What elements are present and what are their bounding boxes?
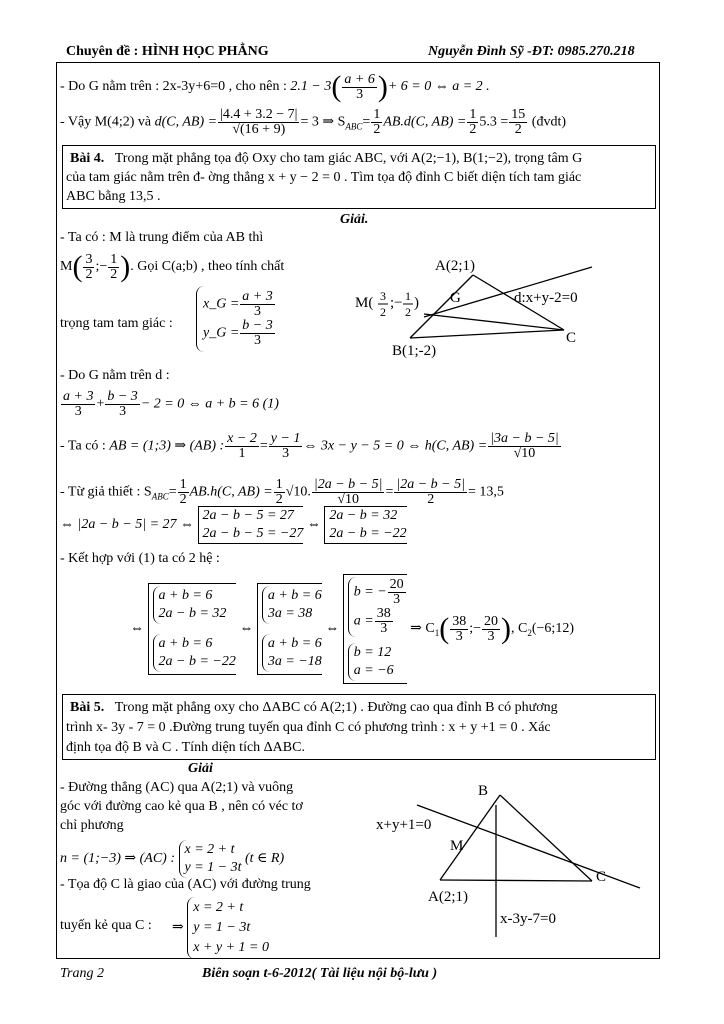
bai5-s3: chỉ phương [60, 818, 124, 833]
bai4-s6: - Ta có : AB = (1;3) ⇒ (AB) : $\frac{x - 2}{1}$ = $\frac{y - 1}{3}$ ⇔ 3x − y − 5 = 0 ⇔ h(C, AB) = $\frac{|3a - b - 5|}{√10}$ [60, 431, 559, 461]
bai5-label: Bài 5. [70, 700, 105, 715]
label-g: G [450, 290, 461, 306]
bai4-systems: ⇔ a + b = 6 2a − b = 32 a + b = 6 2a − b = −22 ⇔ a + b = 6 3a = 38 a + b = 6 3a = −18 ⇔ b = − $\frac{20}{3}$ a = $\frac{38}{3}$ b = 12 a = −6 ⇒ $C_1$( $\frac{38}{3}$ ;− $\frac{20}{3}$ ), $C_2(-6;12)$ [130, 574, 574, 684]
figure-triangle-abc-bai4 [340, 250, 640, 365]
footer-page: Trang 2 [60, 966, 104, 981]
label-a: A(2;1) [435, 258, 475, 274]
bai4-s9: - Kết hợp với (1) ta có 2 hệ : [60, 551, 220, 566]
bai4-centroid-system: x_G = $\frac{a + 3}{3}$ y_G = $\frac{b - 3}{3}$ [196, 286, 276, 352]
bai5-line-2: trình x- 3y - 7 = 0 .Đường trung tuyến qua đỉnh C có phương trình : x + y +1 = 0 . Xác [66, 720, 551, 735]
median-mc [424, 314, 564, 330]
edge-bc [410, 330, 564, 338]
label-m-d2: 2 [405, 305, 411, 319]
bai4-s3: trọng tam tam giác : [60, 316, 173, 331]
bai4-giai: Giải. [340, 212, 369, 227]
edge-ab [440, 795, 500, 880]
prev-line-1: - Do G nằm trên : 2x-3y+6=0 , cho nên : 2.1 − 3( $\frac{a + 6}{3}$ )+ 6 = 0 ⇔ a = 2 . [60, 70, 490, 103]
figure-triangle-abc-bai5 [370, 775, 660, 955]
label-m-open: M( [355, 295, 374, 311]
label-a: A(2;1) [428, 889, 468, 905]
bai4-s2: M( $\frac{3}{2}$ ;− $\frac{1}{2}$ ). Gọi C(a;b) , theo tính chất [60, 250, 285, 283]
header-topic: Chuyên đề : HÌNH HỌC PHẲNG [66, 44, 269, 59]
bai5-s1: - Đường thẳng (AC) qua A(2;1) và vuông [60, 780, 294, 795]
edge-ab [410, 275, 473, 338]
bai4-line-3: ABC bằng 13,5 . [66, 189, 161, 204]
bai5-s6: tuyến kẻ qua C : [60, 918, 152, 933]
edge-bc [500, 795, 592, 881]
bai5-line-1: Bài 5. Trong mặt phẳng oxy cho ΔABC có A(2;1) . Đường cao qua đỉnh B có phương [70, 700, 558, 715]
label-m: M [450, 838, 464, 854]
footer-note: Biên soạn t-6-2012( Tài liệu nội bộ-lưu ) [202, 966, 438, 981]
bai5-s2: góc với đường cao kẻ qua B , nên có véc tơ [60, 799, 303, 814]
bai4-s1: - Ta có : M là trung điểm của AB thì [60, 230, 264, 245]
bai4-s4: - Do G nằm trên d : [60, 368, 170, 383]
header-author: Nguyễn Đình Sỹ -ĐT: 0985.270.218 [428, 44, 635, 59]
bai4-line-2: của tam giác nằm trên đ- ờng thẳng x + y − 2 = 0 . Tìm tọa độ đỉnh C biết diện tích tam giác [66, 170, 582, 185]
bai4-line-1: Bài 4. Trong mặt phẳng tọa độ Oxy cho tam giác ABC, với A(2;−1), B(1;−2), trọng tâm G [70, 151, 583, 166]
bai5-s5: - Tọa độ C là giao của (AC) với đường trung [60, 877, 311, 892]
prev-line-2: - Vậy M(4;2) và d(C, AB) = $\frac{|4.4 + 3.2 - 7|}{√(16 + 9)}$ = 3 ⇒ $S_{ABC}=$ $\frac{1}{2}$ AB.d(C, AB) = $\frac{1}{2}$ 5.3 = $\frac{15}{2}$ (đvdt) [60, 107, 567, 137]
bai4-s8: ⇔ |2a − b − 5| = 27 ⇔ 2a − b − 5 = 27 2a − b − 5 = −27 ⇔ 2a − b = 32 2a − b = −22 [60, 506, 407, 544]
label-m-close: ) [414, 295, 419, 311]
label-c: C [566, 330, 577, 346]
label-c: C [596, 869, 607, 885]
bai5-giai: Giải [188, 761, 213, 776]
bai5-s4: n = (1;−3) ⇒ (AC) : x = 2 + t y = 1 − 3t (t ∈ R) [60, 840, 284, 878]
bai5-median-system: ⇒ x = 2 + t y = 1 − 3t x + y + 1 = 0 [172, 897, 269, 959]
label-d: d:x+y-2=0 [514, 290, 578, 306]
label-m-semi: ;− [390, 295, 403, 311]
label-altitude-eq: x-3y-7=0 [500, 911, 556, 927]
bai4-label: Bài 4. [70, 151, 105, 166]
bai5-line-3: định tọa độ B và C . Tính diện tích ΔABC. [66, 740, 305, 755]
label-median-eq: x+y+1=0 [376, 817, 432, 833]
label-m-n2: 1 [405, 289, 411, 303]
label-m-d1: 2 [380, 305, 386, 319]
edge-ac [440, 880, 592, 881]
label-b: B(1;-2) [392, 343, 437, 359]
label-m-n1: 3 [380, 289, 386, 303]
label-b: B [478, 783, 489, 799]
bai4-s7: - Từ giả thiết : $S_{ABC}=$ $\frac{1}{2}$ AB.h(C, AB) = $\frac{1}{2}$ √10. $\frac{|2a - b - 5|}{√10}$ = $\frac{|2a - b - 5|}{2}$ = 13,5 [60, 477, 504, 507]
bai4-s5: $\frac{a + 3}{3}$ + $\frac{b - 3}{3}$ − 2 = 0 ⇔ a + b = 6 (1) [63, 389, 279, 419]
